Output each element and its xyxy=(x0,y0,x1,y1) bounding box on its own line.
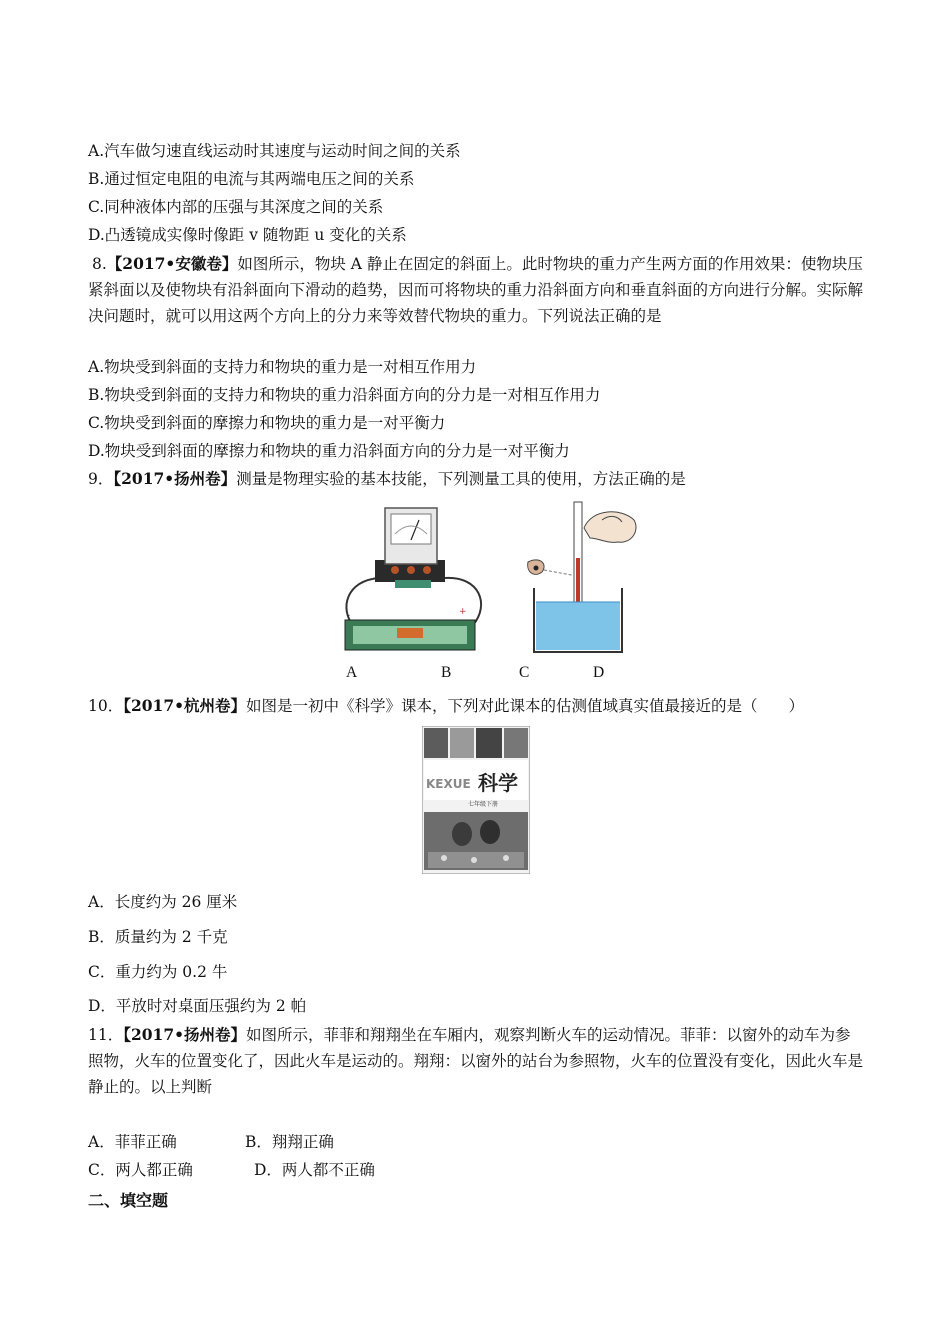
section-heading: 二、填空题 xyxy=(88,1191,169,1210)
q8-option-b: B.物块受到斜面的支持力和物块的重力沿斜面方向的分力是一对相互作用力 xyxy=(88,386,601,404)
science-textbook-cover xyxy=(422,726,530,874)
q7-option-d: D.凸透镜成实像时像距 v 随物距 u 变化的关系 xyxy=(88,226,407,244)
q7-option-a: A.汽车做匀速直线运动时其速度与运动时间之间的关系 xyxy=(88,142,461,160)
book-title: 科学 xyxy=(478,771,518,795)
q8-option-d: D.物块受到斜面的摩擦力和物块的重力沿斜面方向的分力是一对平衡力 xyxy=(88,442,570,460)
thermometer-beaker-figure xyxy=(522,498,642,662)
book-subtitle: 七年级下册 xyxy=(468,801,499,808)
q7-option-b: B.通过恒定电阻的电流与其两端电压之间的关系 xyxy=(88,170,415,188)
q11-stem-block xyxy=(88,1022,866,1100)
q9-stem: 测量是物理实验的基本技能，下列测量工具的使用，方法正确的是 xyxy=(236,470,686,488)
q11-number: 11． xyxy=(88,1026,124,1044)
q8-option-a: A.物块受到斜面的支持力和物块的重力是一对相互作用力 xyxy=(88,358,477,376)
q9-label-c: C xyxy=(519,664,530,681)
q10-number: 10． xyxy=(88,697,124,715)
q10-option-b: B．质量约为 2 千克 xyxy=(88,928,228,946)
q9-label-b: B xyxy=(441,664,452,681)
q11-stem: 如图所示，菲菲和翔翔坐在车厢内，观察判断火车的运动情况。菲菲：以窗外的动车为参照物，火车的位置变化了，因此火车是运动的。翔翔：以窗外的站台为参照物，火车的位置没有变化，因此火车是静止的。以上判断 xyxy=(88,1026,864,1096)
q11-option-a: A．菲菲正确 xyxy=(88,1133,177,1151)
q8-stem-block xyxy=(88,251,866,329)
q9-number: 9． xyxy=(88,470,114,488)
q9-stem-line xyxy=(88,469,686,489)
q11-option-b: B．翔翔正确 xyxy=(245,1133,334,1151)
q8-stem: 如图所示，物块 A 静止在固定的斜面上。此时物块的重力产生两方面的作用效果：使物块压紧斜面以及使物块有沿斜面向下滑动的趋势，因而可将物块的重力沿斜面方向和垂直斜面的方向进行分解。实际解决问题时，就可以用这两个方向上的分力来等效替代物块的重力。下列说法正确的是 xyxy=(88,255,864,325)
q11-option-c: C．两人都正确 xyxy=(88,1161,193,1179)
q10-option-a: A．长度约为 26 厘米 xyxy=(88,893,238,911)
q8-source: 【2017•安徽卷】 xyxy=(106,254,238,273)
book-pinyin: KEXUE xyxy=(426,777,471,791)
q10-stem-line xyxy=(88,696,804,716)
q9-label-a: A xyxy=(346,664,358,681)
q9-source: 【2017•扬州卷】 xyxy=(113,469,237,488)
q10-option-c: C．重力约为 0.2 牛 xyxy=(88,963,228,981)
q7-option-c: C.同种液体内部的压强与其深度之间的关系 xyxy=(88,198,384,216)
q11-option-d: D．两人都不正确 xyxy=(254,1161,375,1179)
svg-text:-: - xyxy=(347,611,351,621)
svg-text:+: + xyxy=(459,607,467,617)
q11-source: 【2017•扬州卷】 xyxy=(123,1025,247,1044)
q10-source: 【2017•杭州卷】 xyxy=(123,696,247,715)
q8-number: 8. xyxy=(92,255,107,273)
q10-option-d: D．平放时对桌面压强约为 2 帕 xyxy=(88,997,307,1015)
q8-option-c: C.物块受到斜面的摩擦力和物块的重力是一对平衡力 xyxy=(88,414,446,432)
q9-label-d: D xyxy=(593,664,605,681)
q10-stem: 如图是一初中《科学》课本，下列对此课本的估测值域真实值最接近的是（ ） xyxy=(246,697,805,715)
ammeter-circuit-figure xyxy=(335,500,495,660)
